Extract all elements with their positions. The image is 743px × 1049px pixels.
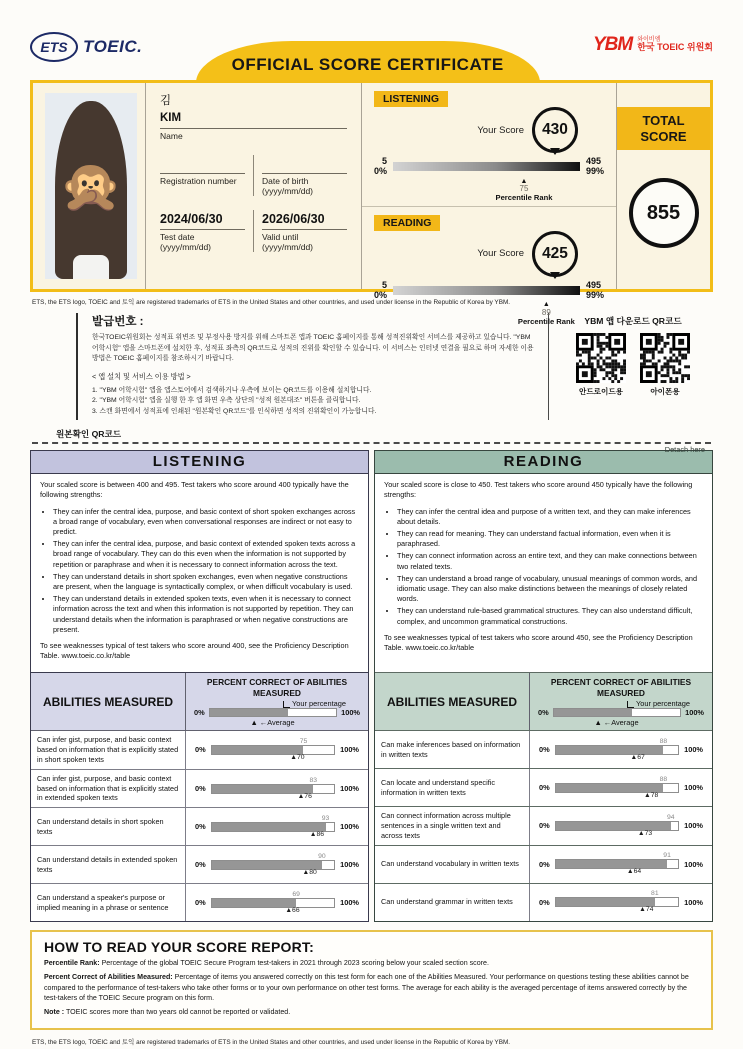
registration-dob-row <box>160 155 347 196</box>
issue-number-label: 발급번호 : <box>92 316 144 328</box>
name-value: 김 KIM <box>160 95 182 125</box>
detach-here-label: Detach here <box>664 445 705 455</box>
table-row: Can connect information across multiple sentences in a single written text and across texts 0% 94 ▲73 100% <box>375 807 712 846</box>
proficiency-panels <box>30 450 713 922</box>
reading-percentile-marker <box>518 301 575 326</box>
percent-bar: 0% 94 ▲73 100% <box>539 814 703 837</box>
percent-bar: 0% 88 ▲67 100% <box>539 737 703 761</box>
test-date-label: Test date (yyyy/mm/dd) <box>160 231 211 252</box>
table-row: Can locate and understand specific information in written texts 0% 88 ▲78 100% <box>375 769 712 807</box>
table-row: Can understand details in short spoken texts 0% 93 ▲86 100% <box>31 808 368 846</box>
reading-tag: READING <box>374 215 440 231</box>
reading-strengths-list <box>384 507 703 627</box>
list-item: • They can understand details in short spoken exchanges, even when negative constructions are present, when the language is syntactically complex, or when difficult vocabulary is used. <box>53 572 359 592</box>
table-row: Can make inferences based on information in written texts 0% 88 ▲67 100% <box>375 731 712 769</box>
listening-intro: Your scaled score is between 400 and 495. Test takers who score around 400 typically have the following strengths: <box>40 480 349 500</box>
scale-max-label: 495 99% <box>585 156 604 177</box>
qr-download-title: YBM 앱 다운로드 QR코드 <box>584 316 682 326</box>
table-row: Can understand grammar in written texts 0% 81 ▲74 100% <box>375 884 712 921</box>
your-percentage-arrow-icon <box>283 701 290 708</box>
percentile-triangle-icon: ▲ <box>520 177 528 185</box>
reading-score-block <box>362 207 616 330</box>
dob-label: Date of birth (yyyy/mm/dd) <box>262 175 313 196</box>
section-scores-column <box>361 83 616 326</box>
personal-info-column <box>145 83 361 289</box>
registration-label: Registration number <box>160 175 237 186</box>
average-legend-label: ▲ ←Average <box>250 718 295 728</box>
legend-bar: 0% 100% <box>538 708 704 718</box>
your-percentage-arrow-icon <box>627 701 634 708</box>
name-label: Name <box>160 130 183 141</box>
listening-score-block <box>362 83 616 207</box>
table-row: Can understand a speaker's purpose or implied meaning in a phrase or sentence 0% 69 ▲66 100% <box>31 884 368 921</box>
score-validity-note: Note : TOEIC scores more than two years old cannot be reported or validated. <box>44 1007 291 1016</box>
listening-panel-title: LISTENING <box>31 451 368 474</box>
list-item: • They can understand details in extended spoken texts, even when it is necessary to connect information across the text and when this information is not supported by repetition. They can understand details when the information is paraphrased or when negative constructions are present. <box>53 594 359 635</box>
your-score-label: Your Score <box>477 248 524 260</box>
ybm-logo-icon: YBM <box>592 34 633 55</box>
listening-strengths-list <box>40 507 359 635</box>
table-row: Can infer gist, purpose, and basic context based on information that is explicitly stated in short spoken texts 0% 75 ▲70 100% <box>31 731 368 770</box>
abilities-measured-heading: ABILITIES MEASURED <box>31 673 186 730</box>
valid-until-label: Valid until (yyyy/mm/dd) <box>262 231 313 252</box>
list-item: • They can infer the central idea, purpose, and basic context of extended spoken texts across a broad range of vocabulary. They can do this even when the information is not supported by repetition or paraphrase and when it is necessary to connect information across the text. <box>53 539 359 570</box>
photo-shirt <box>73 255 110 279</box>
step-2: 2. "YBM 어학시험" 앱을 실행 한 후 앱 화면 우측 상단의 "성적 원본대조" 버튼을 클릭합니다. <box>92 397 361 405</box>
listening-outro: To see weaknesses typical of test takers who score around 400, see the Proficiency Description Table. www.toeic.co.kr/table <box>40 641 349 661</box>
percent-correct-heading: PERCENT CORRECT OF ABILITIES MEASURED <box>206 677 348 698</box>
total-score-column <box>616 83 710 289</box>
ets-logo-icon: ETS <box>30 32 78 62</box>
origin-qr-label: 원본확인 QR코드 <box>56 429 122 440</box>
scale-min-label: 5 0% <box>374 279 388 301</box>
dob-value <box>262 155 347 173</box>
list-item: • They can read for meaning. They can understand factual information, even when it is paraphrased. <box>397 529 703 549</box>
listening-description <box>31 474 368 672</box>
listening-tag: LISTENING <box>374 91 448 107</box>
list-item: • They can infer the central idea, purpose, and basic context of short spoken exchanges across a broad range of vocabulary, even when conversational responses are indirect or not easy to predict. <box>53 507 359 538</box>
scale-min-label: 5 0% <box>374 156 388 177</box>
ybm-committee-name: 한국 TOEIC 위원회 <box>637 42 713 53</box>
valid-until-value: 2026/06/30 <box>262 212 325 227</box>
table-row: Can infer gist, purpose, and basic context based on information that is explicitly stated in extended spoken texts 0% 83 ▲76 100% <box>31 770 368 809</box>
list-item: • They can understand a broad range of vocabulary, unusual meanings of common words, and idiomatic usage. They can also make distinctions between the meanings of closely related words. <box>397 574 703 605</box>
android-qr-code <box>576 333 626 383</box>
reading-panel <box>374 450 713 922</box>
list-item: • They can understand rule-based grammatical structures. They can also understand difficult, complex, and uncommon grammatical constructions. <box>397 606 703 626</box>
percentile-triangle-icon: ▲ <box>542 301 550 309</box>
your-percentage-label: Your percentage <box>636 699 690 709</box>
listening-percentile-marker <box>496 178 553 203</box>
reading-score-circle: 425 <box>532 231 578 277</box>
percent-correct-definition: Percent Correct of Abilities Measured: Percentage of items you answered correctly on this test form for each one of the Abilities Measured. Your performance on questions testing these abilities cannot be compared to the performance of test-takers who take other forms or to your own performance on other test forms. The average for each ability is the averaged percentage of items answered correctly by the test-takers of the TOEIC Secure program on this form. <box>44 972 689 1003</box>
how-to-read-title: HOW TO READ YOUR SCORE REPORT: <box>44 939 314 956</box>
listening-score-bar <box>393 162 580 171</box>
trademark-notice-bottom: ETS, the ETS logo, TOEIC and 토익 are registered trademarks of ETS in the United States and other countries, and used under license in the Republic of Korea by YBM. <box>32 1039 511 1047</box>
reading-score-bar <box>393 286 580 295</box>
listening-score-circle: 430 <box>532 107 578 153</box>
listening-panel <box>30 450 369 922</box>
percent-correct-heading: PERCENT CORRECT OF ABILITIES MEASURED <box>550 677 692 698</box>
your-score-label: Your Score <box>477 124 524 136</box>
total-score-circle: 855 <box>629 178 699 248</box>
percent-bar: 0% 88 ▲78 100% <box>539 775 703 799</box>
reading-abilities-header <box>375 672 712 731</box>
photo-column <box>33 83 145 289</box>
percent-bar: 0% 83 ▲76 100% <box>195 776 359 800</box>
listening-abilities-header <box>31 672 368 731</box>
dates-row <box>160 210 347 252</box>
scale-max-label: 495 99% <box>585 279 604 301</box>
table-row: Can understand vocabulary in written texts 0% 91 ▲64 100% <box>375 846 712 884</box>
verification-intro-text: 한국TOEIC위원회는 성적표 위변조 및 부정사용 방지를 위해 스마트폰 앱과 TOEIC 홈페이지를 통해 성적진위확인 서비스를 제공하고 있습니다. "YBM 어학시험" 앱을 스마트폰에 설치한 후, 성적표 좌측의 QR코드로 성적의 진위를 확인할 수 있습니다. 이 서비스는 인터넷 연결을 필요로 하며 자세한 이용방법은 TOEIC 홈페이지를 참조하시기 바랍니다. <box>92 334 534 363</box>
detach-perforation-line <box>32 442 711 455</box>
average-legend-label: ▲ ←Average <box>594 718 639 728</box>
percent-bar: 0% 90 ▲80 100% <box>195 852 359 876</box>
title-banner-wrap <box>142 22 593 80</box>
header <box>30 22 713 80</box>
registration-value <box>160 155 245 173</box>
legend-bar: 0% 100% <box>194 708 360 718</box>
percent-bar: 0% 75 ▲70 100% <box>195 738 359 761</box>
list-item: • They can connect information across an entire text, and they can make connections between two related texts. <box>397 551 703 571</box>
table-row: Can understand details in extended spoken texts 0% 90 ▲80 100% <box>31 846 368 884</box>
total-score-tag: TOTAL SCORE <box>617 107 710 150</box>
percentile-rank-label: Percentile Rank <box>495 193 553 203</box>
percent-bar: 0% 81 ▲74 100% <box>539 890 703 914</box>
your-percentage-label: Your percentage <box>292 699 346 709</box>
step-3: 3. 스캔 화면에서 성적표에 인쇄된 "원본확인 QR코드"를 인식하면 성적의 진위확인이 가능합니다. <box>92 408 377 416</box>
test-date-value: 2024/06/30 <box>160 212 223 227</box>
reading-outro: To see weaknesses typical of test takers who score around 450, see the Proficiency Description Table. www.toeic.co.kr/table <box>384 632 693 653</box>
listening-percentile-value: 75 <box>519 184 529 194</box>
percent-bar: 0% 93 ▲86 100% <box>195 814 359 838</box>
percentile-rank-definition: Percentile Rank: Percentage of the global TOEIC Secure Program test-takers in 2021 through 2023 scoring below your scaled section score. <box>44 959 489 968</box>
page-title: OFFICIAL SCORE CERTIFICATE <box>196 41 540 83</box>
ets-toeic-logo <box>30 32 142 62</box>
iphone-qr-label: 아이폰용 <box>650 387 680 396</box>
reading-panel-title: READING <box>375 451 712 474</box>
reading-description <box>375 474 712 672</box>
step-1: 1. "YBM 어학시험" 앱을 앱스토어에서 검색하거나 우측에 보이는 QR코드를 이용해 설치합니다. <box>92 386 372 394</box>
monkey-emoji-mask: 🙊 <box>59 158 123 214</box>
iphone-qr-code <box>640 333 690 383</box>
trademark-notice-top: ETS, the ETS logo, TOEIC and 토익 are registered trademarks of ETS in the United States and other countries, and used under license in the Republic of Korea by YBM. <box>32 299 511 306</box>
percentile-rank-label: Percentile Rank <box>517 316 575 326</box>
list-item: • They can infer the central idea and purpose of a written text, and they can make inferences about details. <box>397 507 703 527</box>
android-qr-label: 안드로이드용 <box>578 387 623 396</box>
abilities-measured-heading: ABILITIES MEASURED <box>375 673 530 730</box>
toeic-wordmark: TOEIC. <box>83 37 143 56</box>
app-install-steps <box>92 386 534 419</box>
id-photo <box>45 93 137 279</box>
ybm-korean-name: 와이비엠 <box>637 36 661 43</box>
reading-percentile-value: 89 <box>541 308 551 318</box>
how-to-read-section <box>30 930 713 1030</box>
ybm-logo <box>593 34 713 56</box>
percent-bar: 0% 91 ▲64 100% <box>539 852 703 876</box>
reading-intro: Your scaled score is close to 450. Test takers who score around 450 typically have the following strengths: <box>384 480 693 500</box>
app-install-steps-title: < 앱 설치 및 서비스 이용 방법 > <box>92 371 191 381</box>
percent-bar: 0% 69 ▲66 100% <box>195 890 359 914</box>
